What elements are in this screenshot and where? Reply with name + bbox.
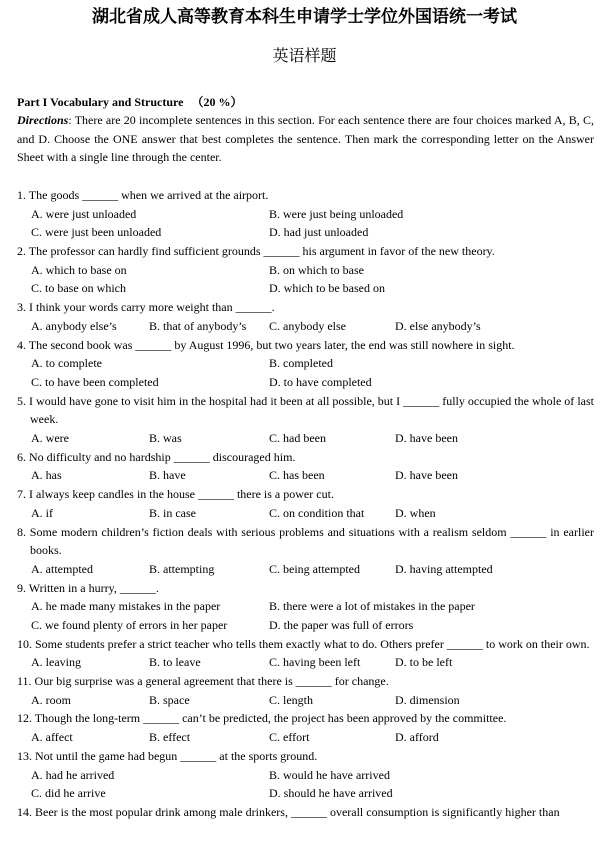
- option-row: [17, 317, 594, 336]
- question-4-option-a: A. to complete: [31, 356, 102, 371]
- question-9: 9. Written in a hurry, ______.: [17, 580, 159, 595]
- question-8: 8. Some modern children’s fiction deals with serious problems and situations with a realism seldom ______ in earlier books.: [17, 524, 594, 558]
- option-row: [17, 354, 594, 373]
- question-7-option-b: B. in case: [149, 505, 196, 520]
- question-5-option-d: D. have been: [395, 431, 458, 446]
- exam-subtitle: 英语样题: [272, 46, 337, 65]
- option-row: [17, 429, 594, 448]
- directions-paragraph: [17, 111, 594, 167]
- question-12-option-d: D. afford: [395, 730, 439, 745]
- question-9-option-d: D. the paper was full of errors: [269, 617, 414, 632]
- option-row: [17, 261, 594, 280]
- option-row: [17, 653, 594, 672]
- question-5-option-c: C. had been: [269, 431, 326, 446]
- question-list: [17, 186, 594, 822]
- question-11: 11. Our big surprise was a general agreement that there is ______ for change.: [17, 674, 389, 689]
- option-row: [17, 560, 594, 579]
- question-1-option-c: C. were just been unloaded: [31, 225, 162, 240]
- question-7: 7. I always keep candles in the house ______ there is a power cut.: [17, 487, 334, 502]
- question-11-option-b: B. space: [149, 692, 190, 707]
- question-4-option-b: B. completed: [269, 356, 333, 371]
- question-10-option-c: C. having been left: [269, 655, 361, 670]
- question-8-option-c: C. being attempted: [269, 561, 360, 576]
- directions-text: : There are 20 incomplete sentences in this section. For each sentence there are four choices marked A, B, C, and D. Choose the ONE answer that best completes the sentence. Then mark the corresponding letter on the Answer Sheet with a single line through the center.: [17, 113, 594, 164]
- question-12-option-a: A. affect: [31, 730, 73, 745]
- question-3: 3. I think your words carry more weight than ______.: [17, 300, 275, 315]
- option-row: [17, 616, 594, 635]
- question-11-option-c: C. length: [269, 692, 313, 707]
- question-6: 6. No difficulty and no hardship ______ discouraged him.: [17, 449, 296, 464]
- question-7-option-a: A. if: [31, 505, 53, 520]
- question-7-option-d: D. when: [395, 505, 436, 520]
- question-2: 2. The professor can hardly find sufficient grounds ______ his argument in favor of the new theory.: [17, 244, 495, 259]
- question-8-option-d: D. having attempted: [395, 561, 493, 576]
- question-14: 14. Beer is the most popular drink among male drinkers, ______ overall consumption is significantly higher than: [17, 804, 560, 819]
- question-4-option-c: C. to have been completed: [31, 374, 159, 389]
- question-12-option-b: B. effect: [149, 730, 191, 745]
- option-row: [17, 466, 594, 485]
- option-row: [17, 279, 594, 298]
- option-row: [17, 223, 594, 242]
- question-10-option-b: B. to leave: [149, 655, 201, 670]
- question-13-option-c: C. did he arrive: [31, 786, 106, 801]
- question-11-option-a: A. room: [31, 692, 71, 707]
- question-2-option-a: A. which to base on: [31, 262, 127, 277]
- option-row: [17, 766, 594, 785]
- option-row: [17, 205, 594, 224]
- question-12: 12. Though the long-term ______ can’t be predicted, the project has been approved by the committee.: [17, 711, 507, 726]
- directions-label: Directions: [17, 113, 69, 127]
- question-10: 10. Some students prefer a strict teacher who tells them exactly what to do. Others prefer ______ to work on their own.: [17, 636, 590, 651]
- question-1-option-a: A. were just unloaded: [31, 206, 137, 221]
- part-heading: [17, 95, 242, 110]
- question-4-option-d: D. to have completed: [269, 374, 372, 389]
- question-8-option-a: A. attempted: [31, 561, 93, 576]
- question-2-option-d: D. which to be based on: [269, 281, 385, 296]
- question-9-option-a: A. he made many mistakes in the paper: [31, 599, 221, 614]
- part-score: （20 %）: [191, 95, 243, 109]
- question-1: 1. The goods ______ when we arrived at the airport.: [17, 188, 269, 202]
- question-1-option-d: D. had just unloaded: [269, 225, 369, 240]
- option-row: [17, 728, 594, 747]
- question-4: 4. The second book was ______ by August 1996, but two years later, the end was still nowhere in sight.: [17, 337, 515, 352]
- question-10-option-d: D. to be left: [395, 655, 453, 670]
- question-2-option-b: B. on which to base: [269, 262, 364, 277]
- option-row: [17, 691, 594, 710]
- question-5-option-b: B. was: [149, 431, 182, 446]
- option-row: [17, 504, 594, 523]
- question-11-option-d: D. dimension: [395, 692, 460, 707]
- question-5: 5. I would have gone to visit him in the hospital had it been at all possible, but I ______ fully occupied the whole of last week.: [17, 393, 594, 427]
- question-8-option-b: B. attempting: [149, 561, 215, 576]
- part-title: Part I Vocabulary and Structure: [17, 95, 184, 109]
- option-row: [17, 597, 594, 616]
- question-3-option-c: C. anybody else: [269, 318, 346, 333]
- question-6-option-c: C. has been: [269, 468, 325, 483]
- question-3-option-a: A. anybody else’s: [31, 318, 117, 333]
- question-10-option-a: A. leaving: [31, 655, 81, 670]
- question-13-option-b: B. would he have arrived: [269, 767, 390, 782]
- question-3-option-d: D. else anybody’s: [395, 318, 481, 333]
- question-13-option-d: D. should he have arrived: [269, 786, 393, 801]
- question-5-option-a: A. were: [31, 431, 69, 446]
- question-13: 13. Not until the game had begun ______ at the sports ground.: [17, 748, 318, 763]
- question-3-option-b: B. that of anybody’s: [149, 318, 247, 333]
- option-row: [17, 373, 594, 392]
- question-9-option-b: B. there were a lot of mistakes in the paper: [269, 599, 475, 614]
- question-7-option-c: C. on condition that: [269, 505, 365, 520]
- question-6-option-a: A. has: [31, 468, 62, 483]
- question-2-option-c: C. to base on which: [31, 281, 126, 296]
- option-row: [17, 784, 594, 803]
- question-6-option-d: D. have been: [395, 468, 458, 483]
- question-12-option-c: C. effort: [269, 730, 310, 745]
- exam-title: 湖北省成人高等教育本科生申请学士学位外国语统一考试: [92, 7, 517, 27]
- question-1-option-b: B. were just being unloaded: [269, 206, 404, 221]
- question-6-option-b: B. have: [149, 468, 186, 483]
- question-13-option-a: A. had he arrived: [31, 767, 115, 782]
- question-9-option-c: C. we found plenty of errors in her paper: [31, 617, 228, 632]
